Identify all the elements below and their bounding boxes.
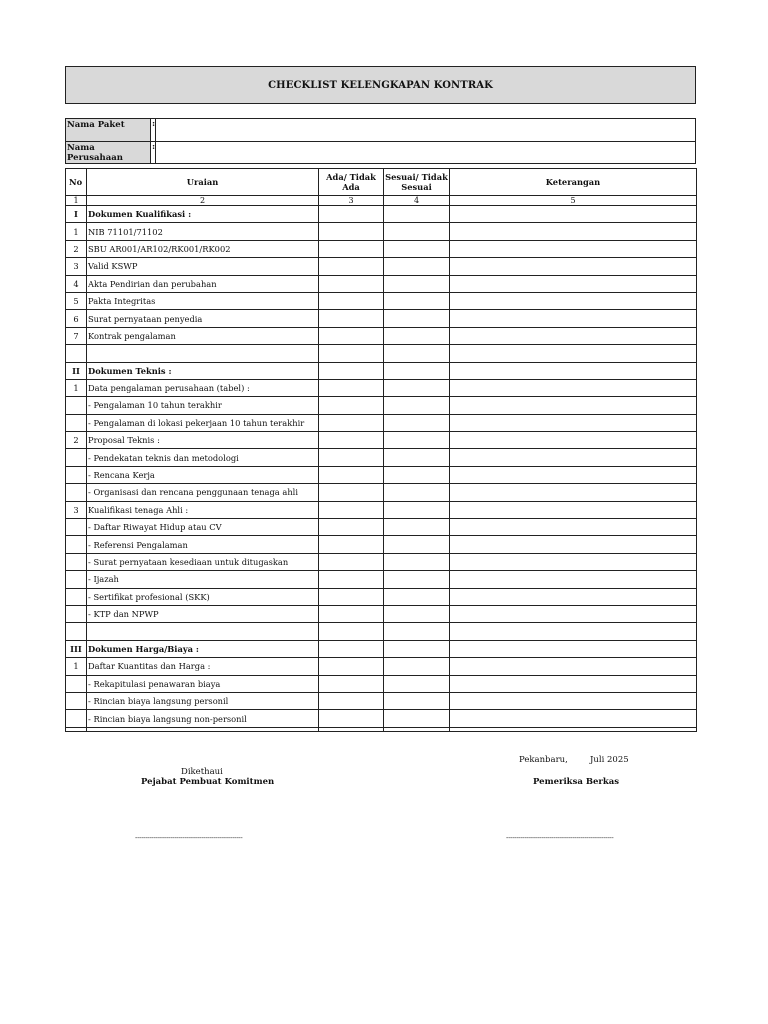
row-keterangan-cell[interactable] xyxy=(450,397,697,414)
table-row xyxy=(66,292,697,309)
row-ada-cell[interactable] xyxy=(319,501,384,518)
tail-cell xyxy=(384,727,450,731)
row-keterangan-cell[interactable] xyxy=(450,519,697,536)
column-number: 4 xyxy=(384,196,450,206)
checklist-table xyxy=(65,168,697,732)
row-ada-cell[interactable] xyxy=(319,240,384,257)
row-uraian: - Referensi Pengalaman xyxy=(87,536,319,553)
row-number xyxy=(66,414,87,431)
row-sesuai-cell[interactable] xyxy=(384,466,450,483)
row-ada-cell[interactable] xyxy=(319,553,384,570)
row-number: 5 xyxy=(66,292,87,309)
signature-right-line: ---------------------------------------------------- xyxy=(506,834,614,842)
row-sesuai-cell[interactable] xyxy=(384,484,450,501)
row-keterangan-cell[interactable] xyxy=(450,292,697,309)
row-number xyxy=(66,588,87,605)
nama-paket-label: Nama Paket xyxy=(66,119,151,142)
table-row xyxy=(66,310,697,327)
signature-place: Pekanbaru, xyxy=(519,755,568,765)
row-number xyxy=(66,692,87,709)
row-uraian: Pakta Integritas xyxy=(87,292,319,309)
signature-left-line: ---------------------------------------------------- xyxy=(135,834,243,842)
row-keterangan-cell[interactable] xyxy=(450,588,697,605)
column-number: 5 xyxy=(450,196,697,206)
signature-date: Juli 2025 xyxy=(590,755,629,765)
row-ada-cell[interactable] xyxy=(319,675,384,692)
row-uraian: - Rincian biaya langsung non-personil xyxy=(87,710,319,727)
row-number xyxy=(66,536,87,553)
table-row xyxy=(66,414,697,431)
table-row xyxy=(66,258,697,275)
row-sesuai-cell[interactable] xyxy=(384,327,450,344)
row-sesuai-cell[interactable] xyxy=(384,675,450,692)
row-sesuai-cell[interactable] xyxy=(384,223,450,240)
row-keterangan-cell[interactable] xyxy=(450,571,697,588)
row-ada-cell[interactable] xyxy=(319,397,384,414)
row-ada-cell[interactable] xyxy=(319,519,384,536)
row-ada-cell[interactable] xyxy=(319,692,384,709)
row-keterangan-cell[interactable] xyxy=(450,275,697,292)
row-number xyxy=(66,484,87,501)
document-title: CHECKLIST KELENGKAPAN KONTRAK xyxy=(65,66,696,104)
row-uraian: Valid KSWP xyxy=(87,258,319,275)
table-row xyxy=(66,710,697,727)
row-keterangan-cell[interactable] xyxy=(450,675,697,692)
row-keterangan-cell[interactable] xyxy=(450,258,697,275)
row-uraian: - Rekapitulasi penawaran biaya xyxy=(87,675,319,692)
row-ada-cell[interactable] xyxy=(319,362,384,379)
row-keterangan-cell[interactable] xyxy=(450,623,697,640)
table-row xyxy=(66,588,697,605)
row-keterangan-cell[interactable] xyxy=(450,240,697,257)
header-no: No xyxy=(66,169,87,196)
table-row xyxy=(66,327,697,344)
row-number: 3 xyxy=(66,501,87,518)
row-ada-cell[interactable] xyxy=(319,206,384,223)
nama-perusahaan-row xyxy=(66,142,696,164)
row-keterangan-cell[interactable] xyxy=(450,466,697,483)
table-row xyxy=(66,223,697,240)
section-row xyxy=(66,206,697,223)
table-row xyxy=(66,466,697,483)
row-sesuai-cell[interactable] xyxy=(384,310,450,327)
column-number: 3 xyxy=(319,196,384,206)
row-sesuai-cell[interactable] xyxy=(384,640,450,657)
row-uraian: Dokumen Teknis : xyxy=(87,362,319,379)
row-ada-cell[interactable] xyxy=(319,605,384,622)
row-ada-cell[interactable] xyxy=(319,466,384,483)
row-keterangan-cell[interactable] xyxy=(450,640,697,657)
row-sesuai-cell[interactable] xyxy=(384,536,450,553)
info-table xyxy=(65,118,696,164)
row-sesuai-cell[interactable] xyxy=(384,571,450,588)
row-number: 4 xyxy=(66,275,87,292)
row-ada-cell[interactable] xyxy=(319,658,384,675)
row-ada-cell[interactable] xyxy=(319,484,384,501)
section-row xyxy=(66,362,697,379)
table-row xyxy=(66,397,697,414)
row-sesuai-cell[interactable] xyxy=(384,362,450,379)
row-uraian: - Pendekatan teknis dan metodologi xyxy=(87,449,319,466)
nama-paket-value[interactable] xyxy=(156,119,696,142)
table-row xyxy=(66,345,697,362)
column-number: 1 xyxy=(66,196,87,206)
row-keterangan-cell[interactable] xyxy=(450,605,697,622)
row-sesuai-cell[interactable] xyxy=(384,588,450,605)
row-sesuai-cell[interactable] xyxy=(384,623,450,640)
row-uraian: Proposal Teknis : xyxy=(87,432,319,449)
table-row xyxy=(66,675,697,692)
signature-left-top: Dikethaui xyxy=(181,767,223,777)
row-keterangan-cell[interactable] xyxy=(450,327,697,344)
row-uraian: Kualifikasi tenaga Ahli : xyxy=(87,501,319,518)
row-number xyxy=(66,345,87,362)
row-keterangan-cell[interactable] xyxy=(450,206,697,223)
tail-cell xyxy=(319,727,384,731)
header-row xyxy=(66,169,697,196)
nama-perusahaan-value[interactable] xyxy=(156,142,696,164)
row-ada-cell[interactable] xyxy=(319,449,384,466)
row-sesuai-cell[interactable] xyxy=(384,206,450,223)
row-ada-cell[interactable] xyxy=(319,571,384,588)
row-sesuai-cell[interactable] xyxy=(384,501,450,518)
row-uraian: - KTP dan NPWP xyxy=(87,605,319,622)
row-number: 1 xyxy=(66,223,87,240)
row-uraian: Surat pernyataan penyedia xyxy=(87,310,319,327)
row-uraian: - Pengalaman 10 tahun terakhir xyxy=(87,397,319,414)
row-ada-cell[interactable] xyxy=(319,710,384,727)
signature-right-title: Pemeriksa Berkas xyxy=(533,777,620,787)
row-uraian: - Ijazah xyxy=(87,571,319,588)
row-sesuai-cell[interactable] xyxy=(384,692,450,709)
row-sesuai-cell[interactable] xyxy=(384,519,450,536)
row-number: III xyxy=(66,640,87,657)
table-row xyxy=(66,484,697,501)
row-keterangan-cell[interactable] xyxy=(450,553,697,570)
row-number xyxy=(66,519,87,536)
row-keterangan-cell[interactable] xyxy=(450,449,697,466)
table-row xyxy=(66,692,697,709)
row-sesuai-cell[interactable] xyxy=(384,553,450,570)
table-row xyxy=(66,275,697,292)
row-sesuai-cell[interactable] xyxy=(384,414,450,431)
table-row xyxy=(66,501,697,518)
row-ada-cell[interactable] xyxy=(319,623,384,640)
row-uraian: - Organisasi dan rencana penggunaan tenaga ahli xyxy=(87,484,319,501)
row-ada-cell[interactable] xyxy=(319,536,384,553)
tail-cell xyxy=(66,727,87,731)
row-keterangan-cell[interactable] xyxy=(450,432,697,449)
table-row xyxy=(66,432,697,449)
table-row xyxy=(66,605,697,622)
row-sesuai-cell[interactable] xyxy=(384,275,450,292)
row-ada-cell[interactable] xyxy=(319,292,384,309)
row-ada-cell[interactable] xyxy=(319,345,384,362)
row-ada-cell[interactable] xyxy=(319,640,384,657)
row-number: 6 xyxy=(66,310,87,327)
row-number: 1 xyxy=(66,379,87,396)
row-ada-cell[interactable] xyxy=(319,258,384,275)
row-sesuai-cell[interactable] xyxy=(384,605,450,622)
row-sesuai-cell[interactable] xyxy=(384,710,450,727)
row-ada-cell[interactable] xyxy=(319,588,384,605)
row-ada-cell[interactable] xyxy=(319,432,384,449)
row-uraian xyxy=(87,345,319,362)
row-ada-cell[interactable] xyxy=(319,223,384,240)
row-uraian: Kontrak pengalaman xyxy=(87,327,319,344)
row-uraian: NIB 71101/71102 xyxy=(87,223,319,240)
row-uraian: - Rencana Kerja xyxy=(87,466,319,483)
row-ada-cell[interactable] xyxy=(319,275,384,292)
table-row xyxy=(66,536,697,553)
column-number: 2 xyxy=(87,196,319,206)
row-uraian: Data pengalaman perusahaan (tabel) : xyxy=(87,379,319,396)
row-ada-cell[interactable] xyxy=(319,310,384,327)
nama-paket-colon: : xyxy=(151,119,156,142)
row-ada-cell[interactable] xyxy=(319,414,384,431)
signature-left-title: Pejabat Pembuat Komitmen xyxy=(141,777,275,787)
row-sesuai-cell[interactable] xyxy=(384,449,450,466)
row-sesuai-cell[interactable] xyxy=(384,292,450,309)
table-row xyxy=(66,240,697,257)
row-number: 2 xyxy=(66,240,87,257)
row-sesuai-cell[interactable] xyxy=(384,379,450,396)
header-sesuai: Sesuai/ Tidak Sesuai xyxy=(384,169,450,196)
nama-perusahaan-colon: : xyxy=(151,142,156,164)
row-keterangan-cell[interactable] xyxy=(450,536,697,553)
row-uraian: - Daftar Riwayat Hidup atau CV xyxy=(87,519,319,536)
row-number xyxy=(66,623,87,640)
row-keterangan-cell[interactable] xyxy=(450,223,697,240)
row-keterangan-cell[interactable] xyxy=(450,379,697,396)
row-uraian: SBU AR001/AR102/RK001/RK002 xyxy=(87,240,319,257)
row-sesuai-cell[interactable] xyxy=(384,658,450,675)
row-keterangan-cell[interactable] xyxy=(450,501,697,518)
row-number: 3 xyxy=(66,258,87,275)
table-row xyxy=(66,658,697,675)
row-ada-cell[interactable] xyxy=(319,379,384,396)
row-number: I xyxy=(66,206,87,223)
row-keterangan-cell[interactable] xyxy=(450,658,697,675)
row-sesuai-cell[interactable] xyxy=(384,432,450,449)
row-number: 7 xyxy=(66,327,87,344)
row-keterangan-cell[interactable] xyxy=(450,345,697,362)
row-uraian: - Pengalaman di lokasi pekerjaan 10 tahun terakhir xyxy=(87,414,319,431)
table-row xyxy=(66,571,697,588)
row-sesuai-cell[interactable] xyxy=(384,258,450,275)
nama-perusahaan-label: Nama Perusahaan xyxy=(66,142,151,164)
row-uraian: - Rincian biaya langsung personil xyxy=(87,692,319,709)
row-ada-cell[interactable] xyxy=(319,327,384,344)
row-sesuai-cell[interactable] xyxy=(384,345,450,362)
row-number xyxy=(66,675,87,692)
row-number xyxy=(66,710,87,727)
table-row xyxy=(66,623,697,640)
row-keterangan-cell[interactable] xyxy=(450,414,697,431)
nama-paket-row xyxy=(66,119,696,142)
table-row xyxy=(66,553,697,570)
table-tail-row xyxy=(66,727,697,731)
row-sesuai-cell[interactable] xyxy=(384,397,450,414)
row-keterangan-cell[interactable] xyxy=(450,362,697,379)
row-number: 2 xyxy=(66,432,87,449)
row-number xyxy=(66,466,87,483)
column-number-row xyxy=(66,196,697,206)
row-uraian: Akta Pendirian dan perubahan xyxy=(87,275,319,292)
row-uraian: Daftar Kuantitas dan Harga : xyxy=(87,658,319,675)
tail-cell xyxy=(87,727,319,731)
row-keterangan-cell[interactable] xyxy=(450,484,697,501)
row-uraian: Dokumen Harga/Biaya : xyxy=(87,640,319,657)
row-number xyxy=(66,397,87,414)
header-ada: Ada/ Tidak Ada xyxy=(319,169,384,196)
row-uraian: - Surat pernyataan kesediaan untuk ditugaskan xyxy=(87,553,319,570)
row-uraian: Dokumen Kualifikasi : xyxy=(87,206,319,223)
row-number: II xyxy=(66,362,87,379)
row-uraian: - Sertifikat profesional (SKK) xyxy=(87,588,319,605)
table-row xyxy=(66,449,697,466)
header-uraian: Uraian xyxy=(87,169,319,196)
table-row xyxy=(66,519,697,536)
header-keterangan: Keterangan xyxy=(450,169,697,196)
checklist-rows xyxy=(66,206,697,732)
row-number xyxy=(66,449,87,466)
row-number: 1 xyxy=(66,658,87,675)
row-sesuai-cell[interactable] xyxy=(384,240,450,257)
row-keterangan-cell[interactable] xyxy=(450,310,697,327)
row-number xyxy=(66,571,87,588)
row-number xyxy=(66,605,87,622)
section-row xyxy=(66,640,697,657)
row-number xyxy=(66,553,87,570)
table-row xyxy=(66,379,697,396)
row-uraian xyxy=(87,623,319,640)
row-keterangan-cell[interactable] xyxy=(450,692,697,709)
tail-cell xyxy=(450,727,697,731)
row-keterangan-cell[interactable] xyxy=(450,710,697,727)
